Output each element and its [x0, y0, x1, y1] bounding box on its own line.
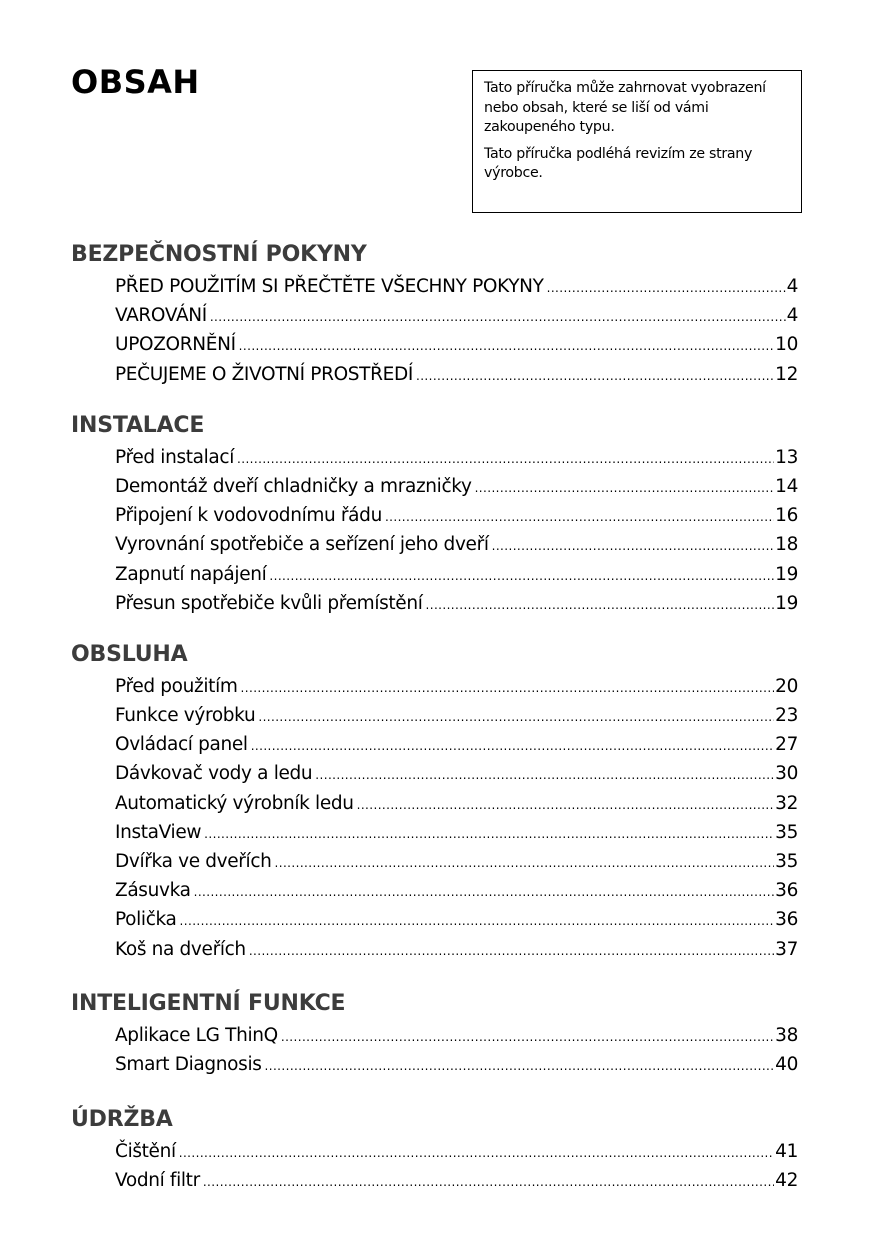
toc-entry[interactable] [115, 847, 798, 876]
toc-entry-label: Smart Diagnosis [115, 1053, 262, 1075]
toc-entry-page: 36 [775, 880, 798, 902]
dot-leader [416, 362, 774, 391]
toc-entry-page: 32 [775, 792, 798, 814]
notice-paragraph: Tato příručka může zahrnovat vyobrazení nebo obsah, které se liší od vámi zakoupeného typu. [484, 80, 766, 135]
toc-entry-label: Dávkovač vody a ledu [115, 763, 313, 785]
dot-leader [281, 1023, 774, 1052]
toc-entry-label: Před instalací [115, 446, 235, 468]
toc-entry-page: 12 [775, 363, 798, 385]
toc-entry-page: 13 [775, 446, 798, 468]
toc-entry-label: Přesun spotřebiče kvůli přemístění [115, 592, 423, 614]
toc-entry-label: Aplikace LG ThinQ [115, 1024, 278, 1046]
dot-leader [258, 703, 774, 732]
toc-entry-page: 40 [775, 1053, 798, 1075]
dot-leader [269, 562, 774, 591]
dot-leader [251, 732, 774, 761]
toc-entry-label: Vyrovnání spotřebiče a seřízení jeho dveří [115, 534, 489, 556]
toc-entry-label: Vodní filtr [115, 1170, 200, 1192]
toc-entry-page: 35 [775, 851, 798, 872]
toc-entry[interactable] [115, 759, 798, 788]
dot-leader [179, 1139, 774, 1168]
section-heading: BEZPEČNOSTNÍ POKYNY [71, 242, 367, 267]
toc-entry-label: Koš na dveřích [115, 938, 246, 960]
toc-entry-page: 27 [775, 734, 798, 756]
toc-entry[interactable] [115, 1021, 798, 1050]
toc-entry-label: Demontáž dveří chladničky a mrazničky [115, 475, 472, 497]
toc-entry[interactable] [115, 789, 798, 818]
dot-leader [204, 820, 774, 849]
toc-entry-page: 19 [775, 563, 798, 585]
dot-leader [203, 1168, 774, 1197]
toc-entry-page: 42 [775, 1170, 798, 1192]
section-heading: INSTALACE [71, 412, 205, 438]
toc-entry-page: 16 [775, 505, 798, 527]
toc-entry[interactable] [115, 501, 798, 530]
toc-entry-label: VAROVÁNÍ [115, 305, 207, 327]
dot-leader [265, 1052, 775, 1081]
toc-entry[interactable] [115, 905, 798, 934]
toc-entry-label: Funkce výrobku [115, 705, 256, 727]
toc-entry[interactable] [115, 443, 798, 472]
page-title: OBSAH [71, 63, 200, 101]
toc-entry[interactable] [115, 589, 798, 618]
toc-entry-label: Automatický výrobník ledu [115, 792, 354, 814]
toc-entry[interactable] [115, 1137, 798, 1166]
toc-entry[interactable] [115, 818, 798, 847]
toc-section-smart-functions [71, 985, 798, 1079]
dot-leader [385, 503, 774, 532]
toc-entry-label: Ovládací panel [115, 734, 248, 756]
toc-entry-label: Před použitím [115, 675, 238, 697]
toc-entry-label: Zásuvka [115, 880, 191, 902]
toc-entry-label: Dvířka ve dveřích [115, 851, 272, 872]
toc-entry-page: 4 [786, 276, 798, 297]
toc-entry[interactable] [115, 1166, 798, 1195]
toc-entry[interactable] [115, 560, 798, 589]
toc-entry[interactable] [115, 1050, 798, 1079]
table-of-contents [71, 236, 798, 1196]
toc-entry-page: 30 [775, 763, 798, 785]
toc-entry-label: Polička [115, 909, 177, 931]
toc-entry-label: InstaView [115, 821, 202, 843]
dot-leader [275, 849, 775, 878]
toc-entry[interactable] [115, 730, 798, 759]
toc-entry-page: 35 [775, 821, 798, 843]
dot-leader [426, 591, 775, 620]
toc-entry[interactable] [115, 935, 798, 964]
toc-entry[interactable] [115, 672, 798, 701]
dot-leader [315, 761, 774, 790]
dot-leader [547, 274, 786, 303]
notice-box [472, 70, 802, 213]
dot-leader [180, 907, 775, 936]
toc-entry-page: 23 [775, 705, 798, 727]
toc-entry-page: 36 [775, 909, 798, 931]
dot-leader [249, 937, 774, 966]
dot-leader [194, 878, 775, 907]
toc-entry-label: UPOZORNĚNÍ [115, 334, 236, 356]
toc-section-installation [71, 407, 798, 618]
section-heading: OBSLUHA [71, 641, 188, 667]
toc-entry[interactable] [115, 876, 798, 905]
dot-leader [210, 303, 786, 332]
toc-entry-page: 14 [775, 475, 798, 497]
toc-entry-page: 37 [775, 938, 798, 960]
toc-section-maintenance [71, 1101, 798, 1195]
toc-entry-page: 41 [775, 1141, 798, 1163]
toc-entry-page: 18 [775, 534, 798, 556]
toc-section-operation [71, 636, 798, 964]
dot-leader [357, 791, 775, 820]
notice-paragraph: Tato příručka podléhá revizím ze strany výrobce. [484, 145, 753, 181]
toc-entry-label: Připojení k vodovodnímu řádu [115, 505, 382, 527]
dot-leader [237, 445, 774, 474]
dot-leader [492, 532, 775, 561]
toc-entry[interactable] [115, 530, 798, 559]
toc-entry-label: Čištění [115, 1141, 176, 1163]
toc-entry-label: PEČUJEME O ŽIVOTNÍ PROSTŘEDÍ [115, 363, 413, 385]
toc-entry[interactable] [115, 301, 798, 330]
toc-entry[interactable] [115, 701, 798, 730]
toc-entry-page: 20 [775, 675, 798, 697]
toc-entry[interactable] [115, 272, 798, 301]
toc-entry-page: 38 [775, 1024, 798, 1046]
section-heading: ÚDRŽBA [71, 1107, 173, 1133]
toc-entry[interactable] [115, 360, 798, 389]
dot-leader [475, 474, 775, 503]
toc-entry[interactable] [115, 330, 798, 359]
section-heading: INTELIGENTNÍ FUNKCE [71, 990, 346, 1016]
toc-entry-label: Zapnutí napájení [115, 563, 267, 585]
toc-entry-page: 19 [775, 592, 798, 614]
toc-entry[interactable] [115, 472, 798, 501]
toc-entry-label: PŘED POUŽITÍM SI PŘEČTĚTE VŠECHNY POKYNY [115, 276, 544, 297]
toc-entry-page: 10 [775, 334, 798, 356]
dot-leader [241, 674, 775, 703]
toc-entry-page: 4 [786, 305, 798, 327]
toc-section-safety [71, 236, 798, 389]
dot-leader [239, 332, 774, 361]
